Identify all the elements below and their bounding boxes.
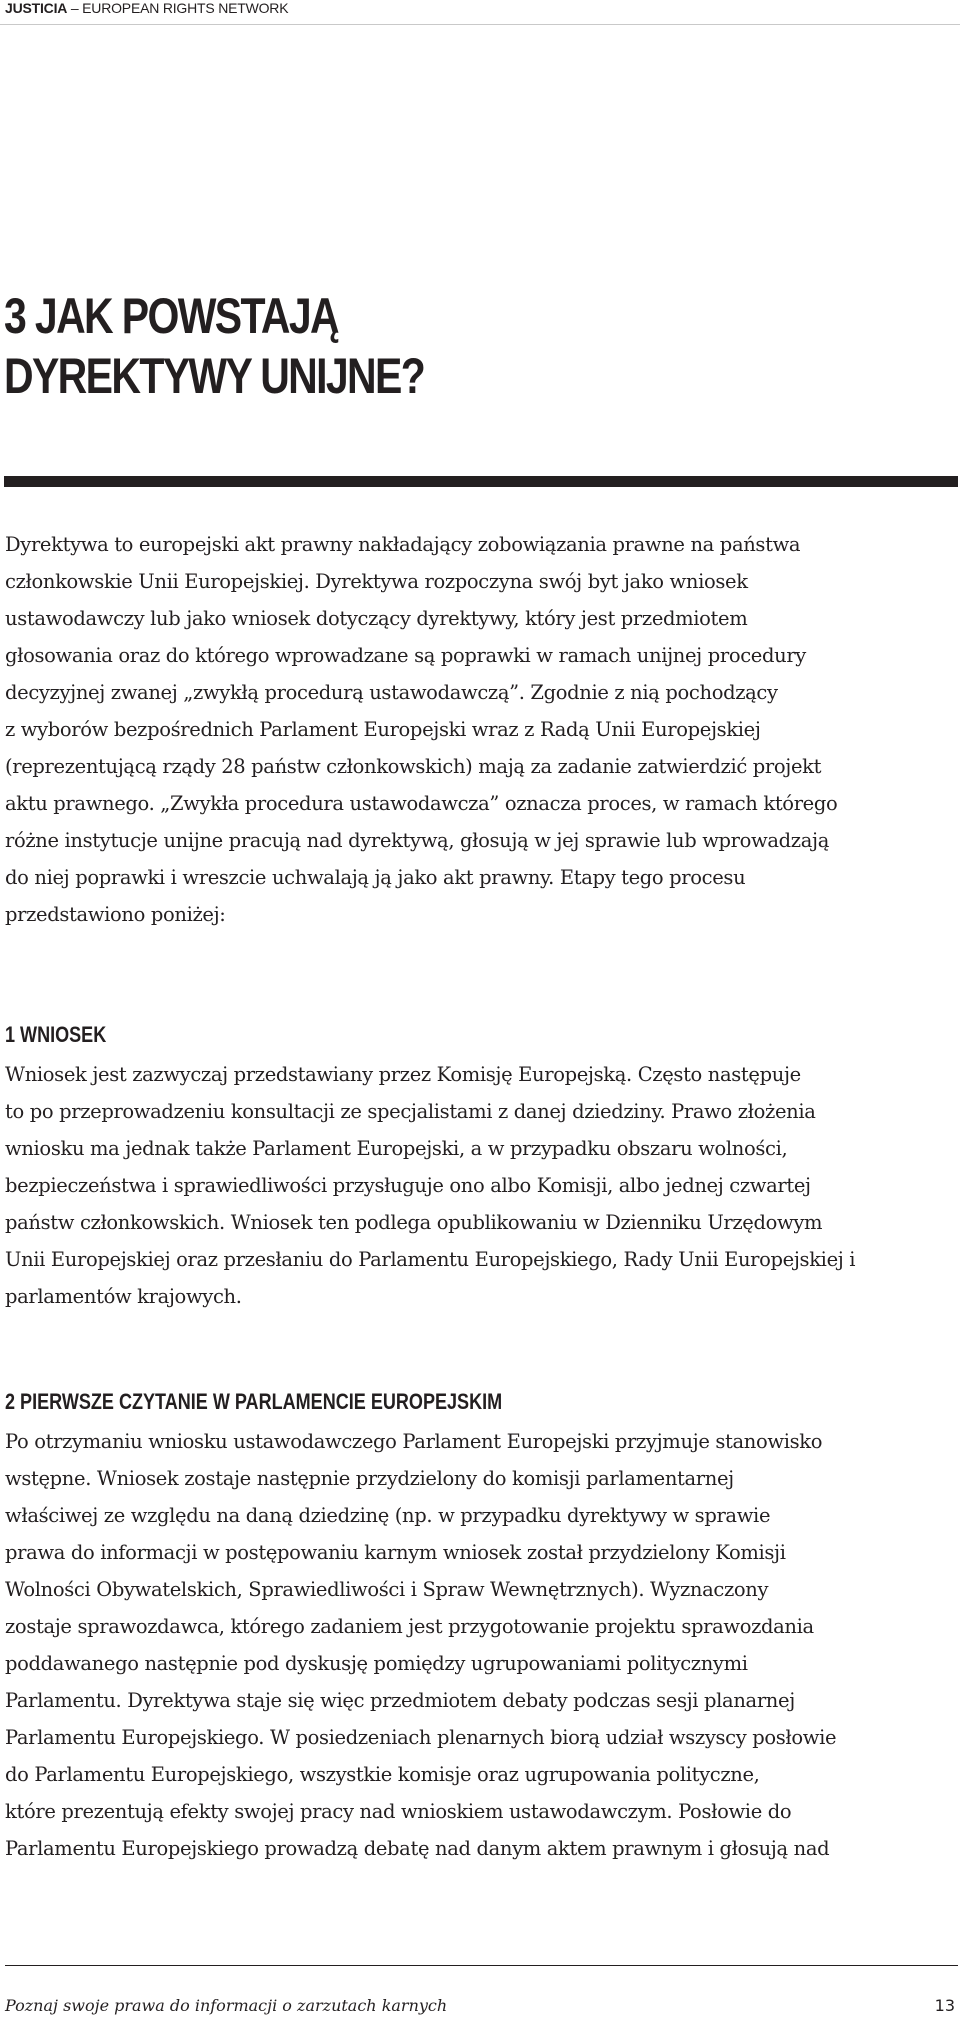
text-line: Parlamentu. Dyrektywa staje się więc przedmiotem debaty podczas sesji planarnej	[5, 1689, 795, 1712]
text-line: bezpieczeństwa i sprawiedliwości przysługuje ono albo Komisji, albo jednej czwartej	[5, 1174, 811, 1197]
header-subtitle: EUROPEAN RIGHTS NETWORK	[82, 0, 289, 16]
text-line: ustawodawczy lub jako wniosek dotyczący dyrektywy, który jest przedmiotem	[5, 607, 748, 630]
footer-rule	[5, 1965, 958, 1966]
text-line: głosowania oraz do którego wprowadzane są poprawki w ramach unijnej procedury	[5, 644, 806, 667]
text-line: decyzyjnej zwanej „zwykłą procedurą ustawodawczą”. Zgodnie z nią pochodzący	[5, 681, 778, 704]
text-line: które prezentują efekty swojej pracy nad wnioskiem ustawodawczym. Posłowie do	[5, 1800, 792, 1823]
title-line-2: DYREKTYWY UNIJNE?	[4, 348, 425, 404]
section-heading-pierwsze-czytanie: 2 PIERWSZE CZYTANIE W PARLAMENCIE EUROPEJSKIM	[5, 1389, 503, 1414]
text-line: wniosku ma jednak także Parlament Europejski, a w przypadku obszaru wolności,	[5, 1137, 788, 1160]
text-line: członkowskie Unii Europejskiej. Dyrektywa rozpoczyna swój byt jako wniosek	[5, 570, 748, 593]
page-title	[4, 286, 424, 406]
header-rule	[0, 24, 960, 25]
text-line: Parlamentu Europejskiego. W posiedzeniach plenarnych biorą udział wszyscy posłowie	[5, 1726, 837, 1749]
header-brand: JUSTICIA	[5, 0, 68, 16]
text-line: poddawanego następnie pod dyskusję pomiędzy ugrupowaniami politycznymi	[5, 1652, 748, 1675]
title-line-1: 3 JAK POWSTAJĄ	[4, 288, 338, 344]
text-line: Unii Europejskiej oraz przesłaniu do Parlamentu Europejskiego, Rady Unii Europejskiej i	[5, 1248, 856, 1271]
section-paragraph-pierwsze-czytanie	[5, 1423, 955, 1867]
text-line: przedstawiono poniżej:	[5, 903, 226, 926]
text-line: Wniosek jest zazwyczaj przedstawiany przez Komisję Europejską. Często następuje	[5, 1063, 801, 1086]
text-line: (reprezentującą rządy 28 państw członkowskich) mają za zadanie zatwierdzić projekt	[5, 755, 822, 778]
text-line: właściwej ze względu na daną dziedzinę (np. w przypadku dyrektywy w sprawie	[5, 1504, 771, 1527]
section-pierwsze-czytanie	[5, 1385, 955, 1867]
footer-title: Poznaj swoje prawa do informacji o zarzutach karnych	[5, 1996, 448, 2015]
page-number: 13	[934, 1996, 955, 2015]
section-heading-wniosek: 1 WNIOSEK	[5, 1022, 107, 1047]
text-line: państw członkowskich. Wniosek ten podlega opublikowaniu w Dzienniku Urzędowym	[5, 1211, 823, 1234]
text-line: aktu prawnego. „Zwykła procedura ustawodawcza” oznacza proces, w ramach którego	[5, 792, 838, 815]
text-line: zostaje sprawozdawca, którego zadaniem jest przygotowanie projektu sprawozdania	[5, 1615, 814, 1638]
text-line: Po otrzymaniu wniosku ustawodawczego Parlament Europejski przyjmuje stanowisko	[5, 1430, 823, 1453]
text-line: z wyborów bezpośrednich Parlament Europejski wraz z Radą Unii Europejskiej	[5, 718, 761, 741]
title-divider	[4, 476, 958, 487]
section-wniosek	[5, 1018, 955, 1315]
header-separator: –	[67, 0, 83, 16]
text-line: wstępne. Wniosek zostaje następnie przydzielony do komisji parlamentarnej	[5, 1467, 734, 1490]
text-line: Wolności Obywatelskich, Sprawiedliwości i Spraw Wewnętrznych). Wyznaczony	[5, 1578, 769, 1601]
text-line: to po przeprowadzeniu konsultacji ze specjalistami z danej dziedziny. Prawo złożenia	[5, 1100, 816, 1123]
text-line: do Parlamentu Europejskiego, wszystkie komisje oraz ugrupowania polityczne,	[5, 1763, 760, 1786]
section-paragraph-wniosek	[5, 1056, 955, 1315]
text-line: Parlamentu Europejskiego prowadzą debatę nad danym aktem prawnym i głosują nad	[5, 1837, 830, 1860]
text-line: różne instytucje unijne pracują nad dyrektywą, głosują w jej sprawie lub wprowadzają	[5, 829, 829, 852]
text-line: do niej poprawki i wreszcie uchwalają ją jako akt prawny. Etapy tego procesu	[5, 866, 746, 889]
text-line: prawa do informacji w postępowaniu karnym wniosek został przydzielony Komisji	[5, 1541, 786, 1564]
running-header	[5, 0, 288, 16]
text-line: parlamentów krajowych.	[5, 1285, 242, 1308]
intro-paragraph	[5, 526, 955, 933]
text-line: Dyrektywa to europejski akt prawny nakładający zobowiązania prawne na państwa	[5, 533, 801, 556]
intro-section	[5, 526, 955, 933]
